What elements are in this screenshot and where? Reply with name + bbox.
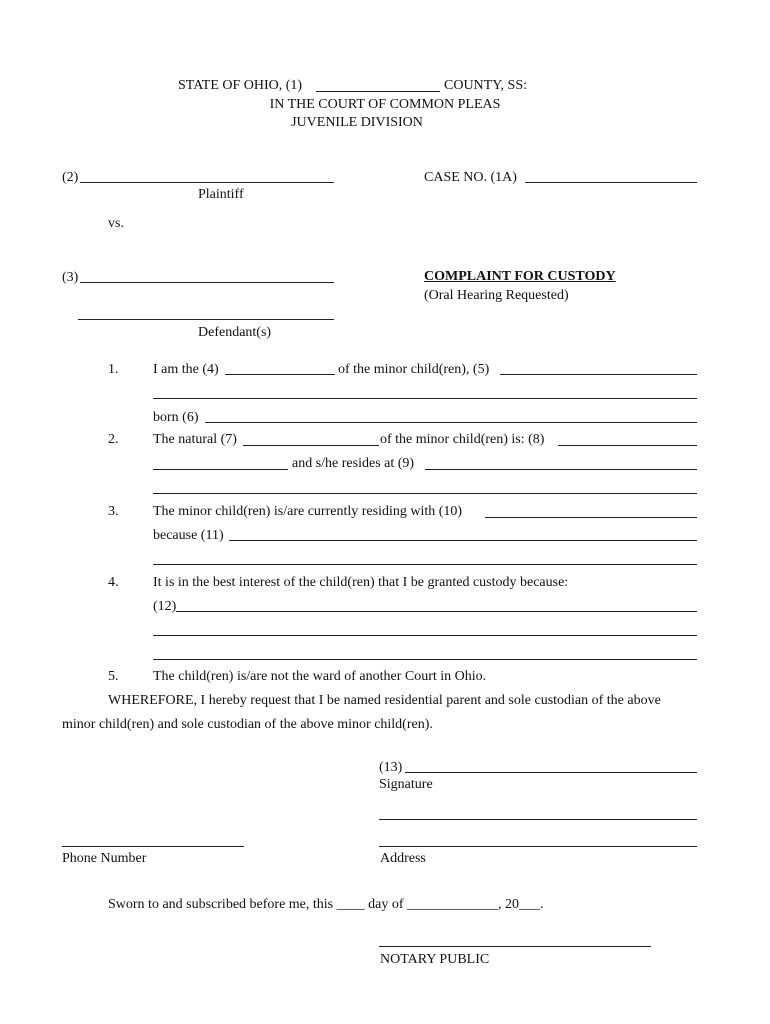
notary-blank: [379, 946, 651, 947]
sworn-statement: Sworn to and subscribed before me, this ____ day of _____________, 20___.: [108, 897, 544, 912]
phone-label: Phone Number: [62, 851, 147, 866]
item-3-text-a: The minor child(ren) is/are currently residing with (10): [153, 504, 463, 519]
item-3-because-blank-2: [153, 564, 697, 565]
item-2-address-blank: [425, 469, 697, 470]
case-number-blank: [525, 182, 697, 183]
plaintiff-blank: [80, 182, 334, 183]
item-4-text-b: (12): [153, 599, 177, 614]
item-5-text: The child(ren) is/are not the ward of another Court in Ohio.: [153, 669, 487, 684]
item-4-text-a: It is in the best interest of the child(ren) that I be granted custody because:: [153, 575, 569, 590]
item-2-text-b: of the minor child(ren) is: (8): [380, 432, 545, 447]
signature-label: Signature: [379, 777, 433, 792]
item-1-number: 1.: [108, 362, 119, 377]
wherefore-line-1: WHEREFORE, I hereby request that I be named residential parent and sole custodian of the above: [108, 693, 661, 708]
item-4-reason-blank: [176, 611, 697, 612]
signature-number: (13): [379, 760, 403, 775]
header-county-label: COUNTY, SS:: [444, 78, 527, 93]
item-2-text-a: The natural (7): [153, 432, 237, 447]
item-1-children-blank: [500, 374, 697, 375]
defendant-blank-2: [78, 319, 334, 320]
item-1-born-blank: [205, 422, 697, 423]
item-2-text-c: and s/he resides at (9): [292, 456, 415, 471]
defendant-label: Defendant(s): [198, 325, 272, 340]
item-4-reason-blank-3: [153, 659, 697, 660]
item-2-number: 2.: [108, 432, 119, 447]
item-2-address-blank-2: [153, 493, 697, 494]
address-blank-2: [379, 846, 697, 847]
item-3-residing-blank: [485, 517, 697, 518]
plaintiff-label: Plaintiff: [198, 187, 244, 202]
document-title: COMPLAINT FOR CUSTODY: [424, 269, 616, 284]
item-1-children-blank-2: [153, 398, 697, 399]
document-subtitle: (Oral Hearing Requested): [424, 288, 569, 303]
item-1-text-b: of the minor child(ren), (5): [338, 362, 490, 377]
item-1-relationship-blank: [225, 374, 335, 375]
item-2-name-blank: [558, 445, 697, 446]
item-5-number: 5.: [108, 669, 119, 684]
header-state-label: STATE OF OHIO, (1): [178, 78, 303, 93]
signature-blank: [405, 772, 697, 773]
item-3-text-b: because (11): [153, 528, 224, 543]
defendant-blank-1: [80, 282, 334, 283]
division-name: JUVENILE DIVISION: [291, 115, 423, 130]
item-4-reason-blank-2: [153, 635, 697, 636]
defendant-number: (3): [62, 270, 79, 285]
item-4-number: 4.: [108, 575, 119, 590]
address-label: Address: [380, 851, 426, 866]
case-number-label: CASE NO. (1A): [424, 170, 517, 185]
phone-blank: [62, 846, 244, 847]
wherefore-line-2: minor child(ren) and sole custodian of the above minor child(ren).: [62, 717, 433, 732]
court-name: IN THE COURT OF COMMON PLEAS: [269, 97, 501, 112]
plaintiff-number: (2): [62, 170, 79, 185]
item-3-because-blank: [229, 540, 697, 541]
versus-label: vs.: [108, 216, 124, 231]
item-2-parent-blank: [243, 445, 379, 446]
item-1-text-c: born (6): [153, 410, 199, 425]
item-3-number: 3.: [108, 504, 119, 519]
county-blank: [316, 91, 440, 92]
item-2-name-blank-2: [153, 469, 288, 470]
address-blank-1: [379, 819, 697, 820]
item-1-text-a: I am the (4): [153, 362, 219, 377]
notary-label: NOTARY PUBLIC: [380, 952, 490, 967]
